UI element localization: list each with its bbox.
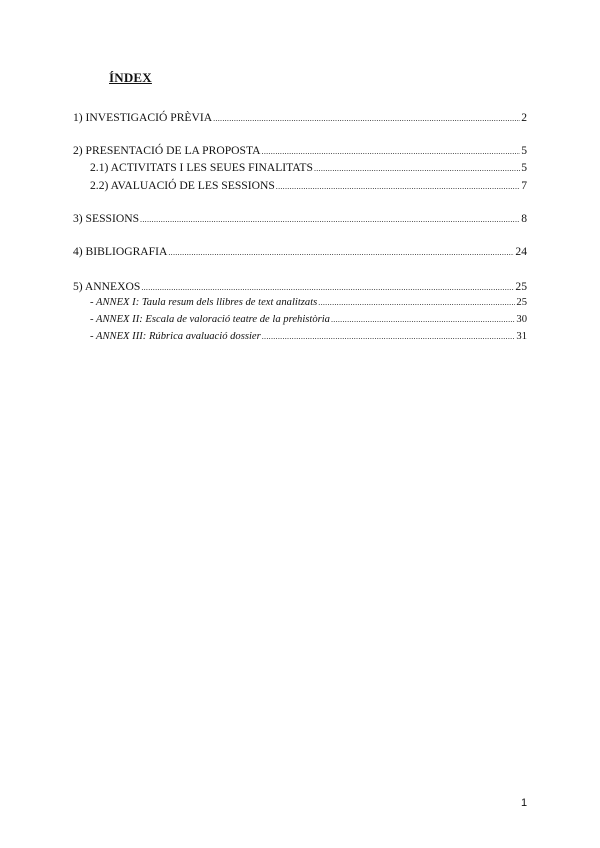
toc-entry-page: 5 [521,161,527,174]
toc-entry-page: 24 [515,245,527,258]
toc-entry-label: 5) ANNEXOS [73,280,141,293]
toc-title: ÍNDEX [109,70,152,85]
toc-entry-annexos[interactable] [73,280,527,295]
toc-entry-page: 2 [521,111,527,124]
toc-entry-page: 30 [516,314,527,325]
dot-leader [168,246,514,260]
toc-entry-annex-ii[interactable] [90,313,527,327]
toc-entry-label: - ANNEX II: Escala de valoració teatre de la prehistòria [90,314,330,325]
toc-entry-annex-iii[interactable] [90,330,527,344]
dot-leader [141,281,514,295]
toc-entry-page: 31 [516,331,527,342]
toc-entry-page: 25 [515,280,527,293]
toc-entry-bibliografia[interactable] [73,245,527,260]
dot-leader [213,112,520,126]
toc-entry-label: - ANNEX I: Taula resum dels llibres de text analitzats [90,297,318,308]
toc-entry-avaluacio[interactable] [90,179,527,194]
dot-leader [262,145,521,159]
toc-entry-label: 2) PRESENTACIÓ DE LA PROPOSTA [73,144,261,157]
dot-leader [140,213,520,227]
toc-entry-label: 2.2) AVALUACIÓ DE LES SESSIONS [90,179,275,192]
dot-leader [318,296,515,310]
dot-leader [314,162,520,176]
toc-entry-label: 3) SESSIONS [73,212,140,225]
toc-entry-page: 7 [521,179,527,192]
toc-entry-label: - ANNEX III: Rúbrica avaluació dossier [90,331,261,342]
toc-entry-label: 1) INVESTIGACIÓ PRÈVIA [73,111,213,124]
toc-entry-page: 5 [521,144,527,157]
dot-leader [262,330,516,344]
toc-entry-label: 4) BIBLIOGRAFIA [73,245,168,258]
toc-entry-activitats[interactable] [90,161,527,176]
toc-entry-page: 8 [521,212,527,225]
toc-entry-page: 25 [516,297,527,308]
dot-leader [331,313,515,327]
dot-leader [276,180,520,194]
toc-entry-annex-i[interactable] [90,296,527,310]
page-number: 1 [521,797,528,809]
toc-entry-presentacio[interactable] [73,144,527,159]
toc-entry-investigacio[interactable] [73,111,527,126]
toc-entry-sessions[interactable] [73,212,527,227]
toc-entry-label: 2.1) ACTIVITATS I LES SEUES FINALITATS [90,161,313,174]
